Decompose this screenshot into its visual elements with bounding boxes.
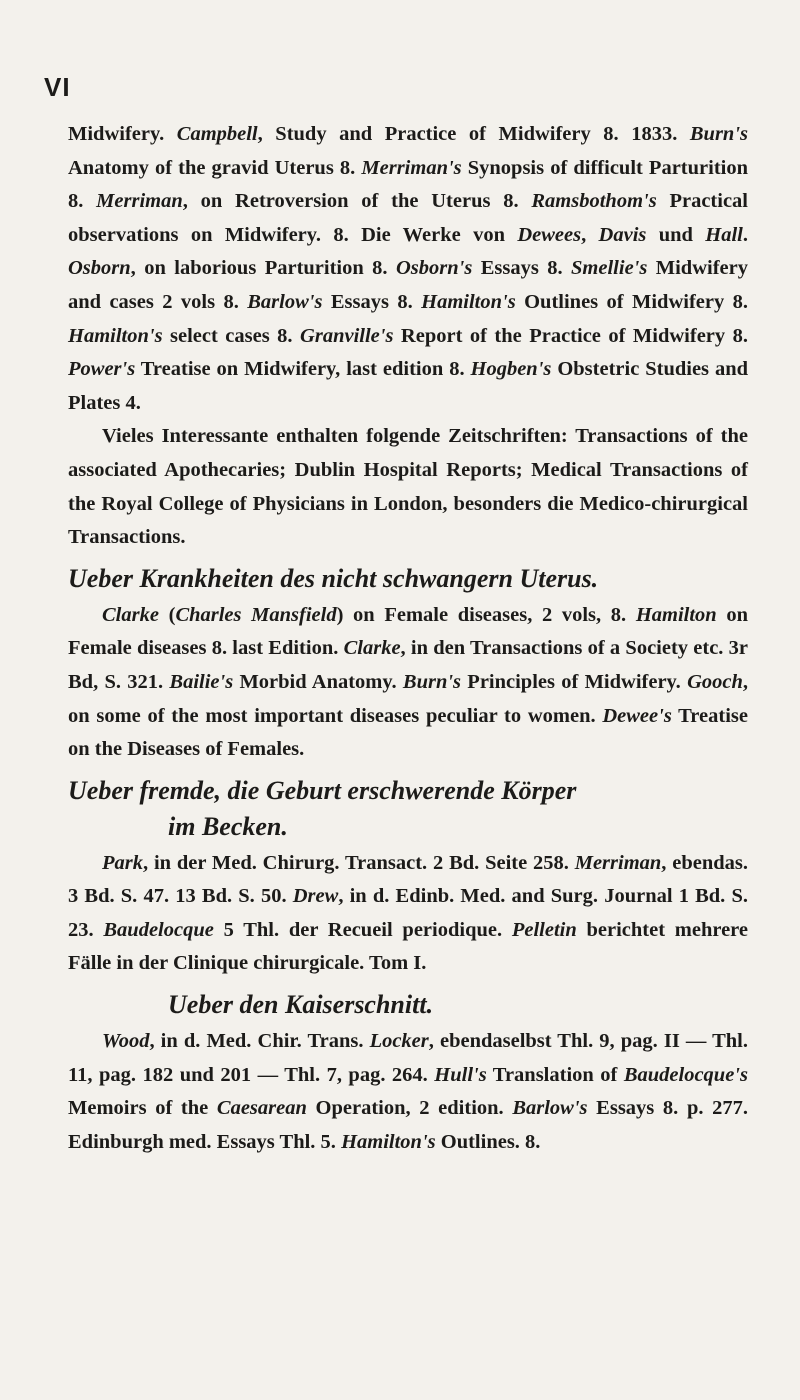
text-run: , ebendaselbst Thl. 9, pag. II — Thl. 11, pag. 182 und 201 — Thl. 7, pag. 264.	[68, 1030, 748, 1086]
text-run: 5 Thl. der Recueil periodique.	[213, 918, 512, 941]
author-name: Merriman	[96, 190, 183, 213]
text-block	[68, 118, 748, 1159]
author-name: Hull's	[434, 1063, 487, 1086]
author-name: Barlow's	[512, 1097, 588, 1120]
author-name: Bailie's	[169, 670, 234, 693]
heading-foreign-bodies-line2: im Becken.	[168, 811, 288, 841]
text-run: Morbid Anatomy.	[233, 670, 403, 693]
text-run: select cases 8.	[162, 324, 301, 347]
author-name: Hamilton's	[68, 324, 163, 347]
author-name: Hamilton	[635, 603, 717, 626]
text-run: ,	[581, 223, 599, 246]
text-run: , Study and Practice of Midwifery 8. 1833.	[257, 123, 690, 145]
text-run: ) on Female diseases, 2 vols, 8.	[336, 603, 636, 626]
author-name: Park	[102, 851, 143, 874]
nonpregnant-paragraph	[68, 599, 748, 767]
author-name: Clarke	[102, 603, 159, 626]
text-run: Obstetric Studies and Plates 4.	[68, 358, 748, 414]
heading-caesarean: Ueber den Kaiserschnitt.	[168, 990, 434, 1020]
text-run: , in d. Edinb. Med. and Surg. Journal 1 Bd. S. 23.	[68, 885, 748, 941]
text-run: , on Retroversion of the Uterus 8.	[182, 190, 532, 213]
text-run: Synopsis of difficult Parturition 8.	[68, 156, 748, 213]
text-run: , on some of the most important diseases peculiar to women.	[68, 670, 748, 727]
author-name: Hogben's	[470, 358, 552, 381]
text-run: Translation of	[486, 1063, 624, 1086]
author-name: Pelletin	[511, 918, 577, 941]
author-name: Burn's	[689, 123, 749, 145]
text-run: , ebendas. 3 Bd. S. 47. 13 Bd. S. 50.	[68, 851, 748, 908]
author-name: Hamilton's	[341, 1130, 436, 1153]
author-name: Clarke	[343, 637, 401, 660]
text-run: Vieles Interessante enthalten folgende Zeitschriften: Transactions of the associated Apothecaries; Dublin Hospital Reports; Medical Transactions of the Royal College of Physicians in London, besonders die Medico-chirurgical Transactions.	[68, 425, 748, 549]
text-run: Midwifery and cases 2 vols 8.	[68, 257, 748, 313]
author-name: Osborn's	[395, 257, 473, 280]
author-name: Osborn	[68, 257, 131, 280]
text-run: Operation, 2 edition.	[306, 1097, 513, 1120]
text-run: , in den Transactions of a Society etc. 3r Bd, S. 321.	[68, 637, 748, 693]
text-run: Essays 8.	[472, 257, 572, 280]
midwifery-paragraph	[68, 118, 748, 420]
foreign-bodies-paragraph	[68, 847, 748, 981]
journals-paragraph	[68, 420, 748, 554]
text-run: und	[646, 223, 706, 246]
text-run: Principles of Midwifery.	[461, 670, 688, 693]
heading-foreign-bodies	[68, 773, 748, 845]
text-run: Practical observations on Midwifery. 8. Die Werke von	[68, 190, 748, 246]
page-number: VI	[44, 72, 71, 102]
text-run: Treatise on the Diseases of Females.	[68, 704, 748, 761]
text-run: Outlines. 8.	[435, 1130, 541, 1153]
text-run: .	[742, 223, 748, 246]
author-name: Campbell	[176, 123, 258, 145]
text-run: , on laborious Parturition 8.	[130, 257, 396, 280]
author-name: Merriman	[574, 851, 662, 874]
author-name: Dewee's	[602, 704, 672, 727]
author-name: Hamilton's	[421, 290, 516, 313]
author-name: Hall	[705, 223, 743, 246]
author-name: Baudelocque's	[623, 1063, 748, 1086]
author-name: Power's	[68, 358, 136, 381]
author-name: Barlow's	[247, 290, 323, 313]
text-run: Anatomy of the gravid Uterus 8.	[68, 156, 362, 179]
author-name: Merriman's	[361, 156, 462, 179]
text-run: Essays 8.	[322, 290, 422, 313]
author-name: Locker	[369, 1030, 429, 1053]
author-name: Charles Mansfield	[175, 603, 337, 626]
author-name: Burn's	[402, 670, 462, 693]
text-run: Essays 8. p. 277. Edinburgh med. Essays Thl. 5.	[68, 1097, 749, 1153]
author-name: Gooch	[687, 670, 743, 693]
text-run: , in der Med. Chirurg. Transact. 2 Bd. Seite 258.	[143, 851, 575, 874]
text-run: berichtet mehrere Fälle in der Clinique chirurgicale. Tom I.	[68, 918, 749, 975]
author-name: Ramsbothom's	[531, 190, 657, 213]
author-name: Drew	[292, 885, 339, 908]
author-name: Granville's	[300, 324, 394, 347]
text-run: Treatise on Midwifery, last edition 8.	[135, 358, 471, 381]
text-run: on Female diseases 8. last Edition.	[68, 603, 749, 660]
author-name: Davis	[598, 223, 647, 246]
author-name: Smellie's	[571, 257, 648, 280]
text-run: Midwifery.	[68, 123, 177, 145]
author-name: Wood	[102, 1030, 150, 1053]
text-run: , in d. Med. Chir. Trans.	[149, 1030, 370, 1053]
heading-foreign-bodies-line1: Ueber fremde, die Geburt erschwerende Körper	[68, 775, 577, 805]
text-run: Report of the Practice of Midwifery 8.	[393, 324, 748, 347]
caesarean-paragraph	[68, 1025, 748, 1159]
text-run: Memoirs of the	[68, 1097, 217, 1120]
author-name: Baudelocque	[103, 918, 214, 941]
author-name: Caesarean	[216, 1097, 307, 1120]
text-run: Outlines of Midwifery 8.	[515, 290, 749, 313]
text-run: (	[158, 603, 176, 626]
heading-nonpregnant-uterus: Ueber Krankheiten des nicht schwangern Uterus.	[68, 563, 599, 593]
author-name: Dewees	[517, 223, 582, 246]
